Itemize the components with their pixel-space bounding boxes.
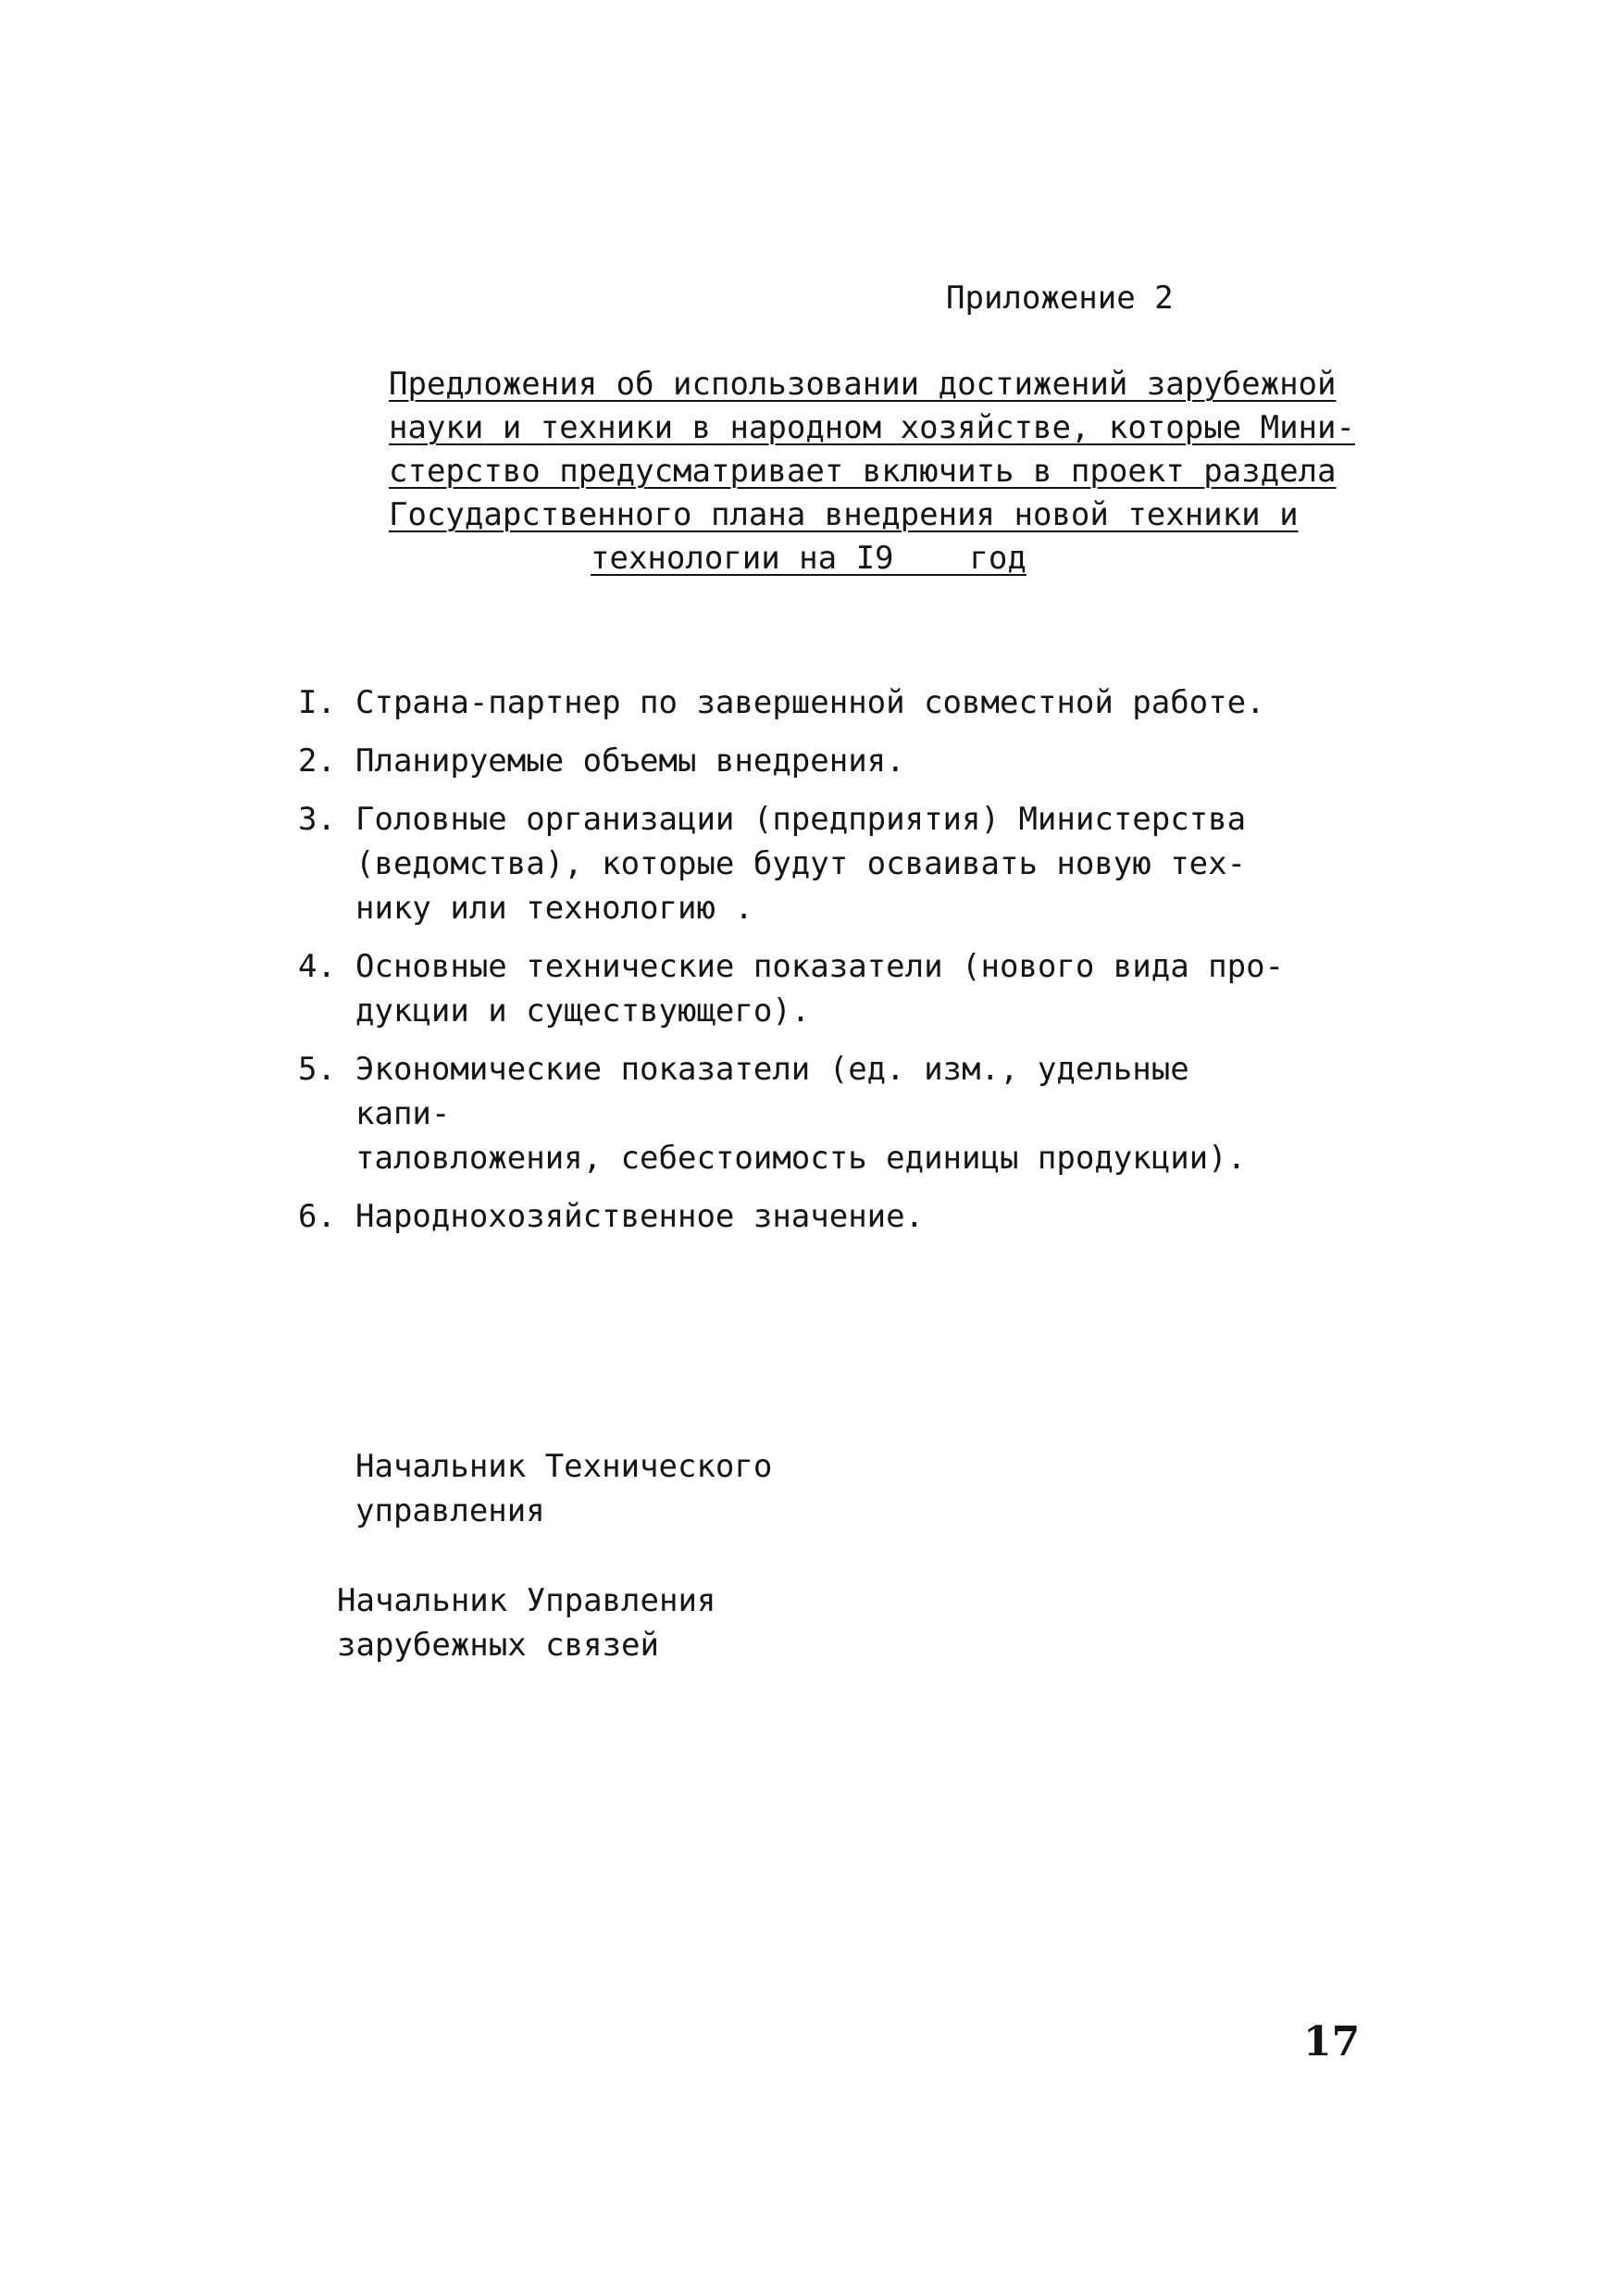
title-line: Предложения об использовании достижений зарубежной — [389, 366, 1337, 403]
list-item — [298, 944, 1298, 1033]
page-number: 17 — [1303, 2018, 1361, 2065]
list-item-text: Планируемые объемы внедрения. — [355, 742, 905, 780]
title-line: технологии на I9 год — [591, 540, 1027, 577]
title-line: стерство предусматривает включить в проект раздела — [389, 453, 1337, 490]
list-item — [298, 797, 1298, 930]
list-item-number: 4. — [298, 948, 336, 985]
title-line: науки и техники в народном хозяйстве, которые Мини- — [389, 409, 1355, 446]
list-item-text: Основные технические показатели (нового вида про- дукции и существующего). — [355, 948, 1285, 1029]
numbered-list — [298, 680, 1298, 1253]
list-item-number: I. — [298, 684, 336, 721]
signature-technical-department: Начальник Технического управления — [355, 1448, 773, 1529]
list-item-number: 3. — [298, 801, 336, 838]
list-item-text: Головные организации (предприятия) Министерства (ведомства), которые будут осваивать новую тех- нику или технологию . — [355, 801, 1247, 927]
signature-foreign-relations-department: Начальник Управления зарубежных связей — [337, 1582, 716, 1664]
list-item-text: Народнохозяйственное значение. — [355, 1198, 925, 1235]
list-item — [298, 680, 1298, 725]
list-item — [298, 1194, 1298, 1239]
list-item-text: Страна-партнер по завершенной совместной работе. — [355, 684, 1265, 721]
list-item-number: 6. — [298, 1198, 336, 1235]
list-item-number: 5. — [298, 1051, 336, 1088]
document-title — [389, 363, 1355, 580]
appendix-label: Приложение 2 — [946, 280, 1174, 317]
list-item — [298, 739, 1298, 783]
title-line: Государственного плана внедрения новой техники и — [389, 496, 1299, 533]
list-item-text: Экономические показатели (ед. изм., удельные капи- таловложения, себестоимость единицы продукции). — [355, 1051, 1247, 1177]
list-item-number: 2. — [298, 742, 336, 780]
list-item — [298, 1047, 1298, 1180]
